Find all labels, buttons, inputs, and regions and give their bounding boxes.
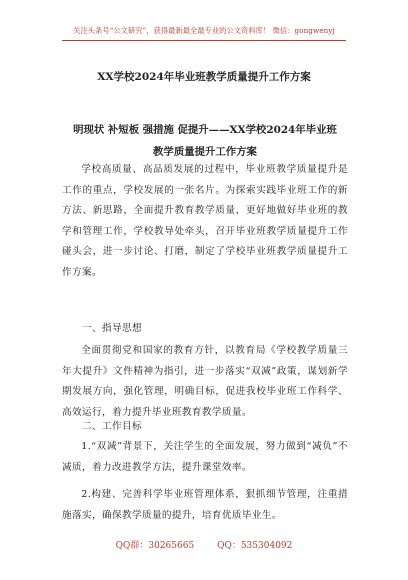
intro-paragraph	[62, 160, 348, 284]
section2-heading: 二、工作目标	[82, 421, 142, 432]
goal-1-text: 1.“双减”背景下，关注学生的全面发展，努力做到“减负”不减质，着力改进教学方法，提升课堂效率。	[62, 441, 348, 473]
footer-qq-group: QQ群：30265665	[115, 541, 195, 551]
section1-text: 全面贯彻党和国家的教育方针，以教育局《学校教学质量三年大提升》文件精神为指引，进一步落实“双减”政策，谋划新学期发展方向，强化管理，明确目标，促进我校毕业班工作科学、高效运行，着力提升毕业班教育教学质量。	[62, 345, 348, 418]
footer-qq: QQ：535304092	[217, 541, 293, 551]
goal-2-paragraph	[62, 485, 348, 526]
footer-contact	[0, 538, 408, 551]
goal-1-paragraph	[62, 437, 348, 478]
header-divider	[62, 40, 346, 41]
subtitle-line-1: 明现状 补短板 强措施 促提升——XX学校2024年毕业班	[73, 124, 337, 136]
document-subtitle	[62, 119, 348, 163]
subtitle-line-2: 教学质量提升工作方案	[153, 146, 257, 158]
intro-text: 学校高质量、高品质发展的过程中，毕业班教学质量提升是工作的重点，学校发展的一张名片。为探索实践毕业班工作的新方法、新思路，全面提升教育教学质量，更好地做好毕业班的教学和管理工作，学校教导处牵头，召开毕业班教学质量提升工作碰头会，进一步讨论、打磨，制定了学校毕业班教学质量提升工作方案。	[62, 164, 348, 278]
goal-2-text: 2.构建、完善科学毕业班管理体系，狠抓细节管理，注重措施落实，确保教学质量的提升，培育优质毕业生。	[62, 489, 348, 521]
header-notice: 关注头条号“公文研究”，获得最新最全最专业的公文资料库！ 微信：gongwenyj	[73, 26, 335, 35]
section1-heading: 一、指导思想	[82, 323, 142, 334]
document-title: XX学校2024年毕业班教学质量提升工作方案	[97, 71, 311, 83]
section1-paragraph	[62, 341, 348, 423]
